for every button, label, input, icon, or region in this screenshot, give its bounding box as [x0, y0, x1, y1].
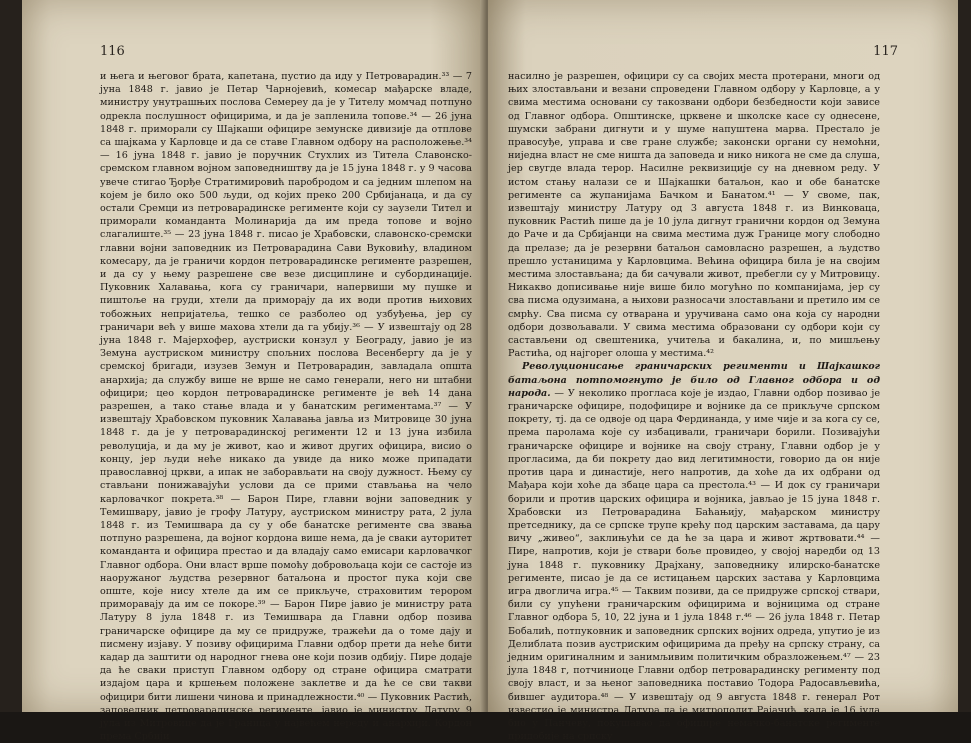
left-page: [22, 0, 486, 743]
section-heading: Револуционисање граничарских регименти и Шајкашког батаљона потпомогнуто је било од Главног одбора и од народа.: [508, 361, 880, 399]
right-page-text: [508, 70, 880, 743]
left-paragraph-1: и њега и његовог брата, капетана, пустио да иду у Петроварадин.³³ — 7 јуна 1848 г. јавио је Петар Чарнојевић, комесар мађарске владе, министру унутрашњих послова Семереу да је у Тителу момчад потпуно одрекла послушност официрима, и да је запленила топове.³⁴ — 26 јуна 1848 г. приморали су Шајкаши официре земунске дивизије да отплове са шајкама у Карловце и да се ставе Главном одбору на расположење.³⁴ — 16 јуна 1848 г. јавио је поручник Стухлих из Титела Славонско-сремском главном војном заповедништву да је 15 јуна 1848 г. у 9 часова увече стигао Ђорђе Стратимировић паробродом и са једним шлепом на којем је било око 500 људи, од којих преко 200 Србијанаца, и да су остали Сремци из петроварадинске регименте који су заузели Тител и приморали команданта Молинарија да им преда топове и војно слагалиште.³⁵ — 23 јуна 1848 г. писао је Храбовски, славонско-сремски главни војни заповедник из Петроварадина Сави Вуковићу, владином комесару, да је граничи кордон петроварадинске регименте разрешен, и да су у њему разрешене све везе дисциплине и субординације. Пуковник Халавања, кога су граничари, напервиши му пушке и пиштоље на груди, хтели да приморају да их води против њихових тобожњих непријатеља, тешко се разболео од узбуђења, јер су граничари већ у више махова хтели да га убију.³⁶ — У извештају од 28 јуна 1848 г. Мајерхофер, аустриски конзул у Београду, јавио је из Земуна аустриском министру спољних послова Весенбергу да је у сремској бригади, изузев Земун и Петроварадин, завладала општа анархија; да службу више не врше не само генерали, него ни штабни официри; цео кордон петроварадинске регименте је већ 14 дана разрешен, а тако стање влада и у банатским региментама.³⁷ — У извештају Храбовском пуковник Халавања јавља из Митровице 30 јуна 1848 г. да је у петроварадинској регименти 12 и 13 јуна избила револуција, и да му је живот, као и живот других официра, висио о концу, јер људи неће никако да увиде да нико може припадати православној цркви, а ипак не заборављати на своју дужност. Њему су стављани понижавајући услови да се прими стављања на чело карловачког покрета.³⁸ — Барон Пире, главни војни заповедник у Темишвару, јавио је грофу Латуру, аустриском министру рата, 2 јула 1848 г. из Темишвара да су у обе банатске регименте сва звања потпуно разрешена, да војног кордона више нема, да је сваки ауторитет команданта и официра престао и да владају само емисари карловачког Главног одбора. Они власт врше помоћу добровољаца који се састоје из наоружаног људства резервног батаљона и простог пука који све опште, које нису хтеле да им се прикључе, страховитим терором приморавају да им се покоре.³⁹ — Барон Пире јавио је министру рата Латуру 8 јула 1848 г. из Темишвара да Главни одбор позива граничарске официре да му се придруже, тражећи да о томе дају и писмену изјаву. У позиву официрима Главни одбор прети да неће бити кадар да заштити од народног гнева оне који позив одбију. Пире додаје да ће сваки приступ Главном одбору од стране официра сматрати издајом цара и кршењем положене заклетве и да ће се сви такви официри бити лишени чинова и принадлежности.⁴⁰ — Пуковник Растић, заповедник петроварадинске регименте, јавио је министру Латуру 9 јула из Митровице да је Граница у највећем нереду и анархији. Кордон према Србији: [100, 71, 472, 743]
right-paragraph-2: [508, 360, 880, 743]
right-page: [488, 0, 958, 743]
right-paragraph-1: насилно је разрешен, официри су са својих места протерани, многи од њих злостављани и везани спроведени Главном одбору у Карловце, а у свима местима основани су такозвани одбори безбедности који зависе од Главног одбора. Општинске, црквене и школске касе су однесене, шумски забрани дигнути и у шуме напуштена марва. Престало је правосуђе, управа и све гране службе; законски органи су немоћни, ниједна власт не сме ништа да заповеда и нико никога не сме да слуша, јер свугде влада терор. Насилне реквизиције су на дневном реду. У истом стању налази се и Шајкашки батаљон, као и обе банатске регименте са жупанијама Бачком и Банатом.⁴¹ — У своме, пак, извештају министру Латуру од 3 августа 1848 г. из Винковаца, пуковник Растић пише да је 10 јула дигнут гранични кордон од Земуна до Раче и да Србијанци на свима местима дуж Границе могу слободно да прелазе; да је резервни батаљон самовласно разрешен, а људство прешло устаницима у Карловцима. Већина официра била је на својим местима злостављана; да би сачували живот, пребегли су у Митровицу. Никакво дописивање није више било могућно по компанијама, јер су сва писма одузимана, а њихови разносачи злостављани и претило им се смрћу. Сва писма су отварана и уручивана само она која су народни одбори дозвољавали. У свима местима образовани су одбори који су састављени од свештеника, учитеља и бакалина, и, по мишљењу Растића, од најгорег олоша у местима.⁴²: [508, 71, 880, 360]
page-number-right: 117: [873, 44, 898, 59]
section-body: — У неколико прогласа које је издао, Главни одбор позивао је граничарске официре, подофицире и војнике да се прикључе српском покрету, тј. да се одвоје од цара Фердинанда, у име чије и за кога су се, према паролама које су избацивали, граничари борили. Позивајући граничарске официре и војнике на своју страну, Главни одбор је у прогласима, да би покрету дао вид легитимности, говорио да он није против цара и династије, него напротив, да хоће да их одбрани од Мађара који хоће да збаце цара са престола.⁴³ — И док су граничари борили и против царских официра и војника, јављао је 15 јуна 1848 г. Храбовски из Петроварадина Баћањију, мађарском министру претседнику, да се српске трупе крећу под царским заставама, да цару вичу „живео“, заклињући се да ће за цара и живот жртвовати.⁴⁴ — Пире, напротив, који је ствари боље провидео, у својој наредби од 13 јуна 1848 г. пуковнику Драјхану, заповеднику илирско-банатске регименте, писао је да се истицањем царских застава у Карловцима игра двоглича игра.⁴⁵ — Таквим позиви, да се придруже српској ствари, били су упућени граничарским официрима и војницима од стране Главног одбора 5, 10, 22 јуна и 1 јула 1848 г.⁴⁶ — 26 јула 1848 г. Петар Бобалић, потпуковник и заповедник српских војних одреда, упутио је из Делиблата позив аустриским официрима да пређу на српску страну, са једним оригиналним и занимљивим политичким образложењем.⁴⁷ — 23 јула 1848 г, потчиниоце Главни одбор петроварадинску регименту под своју власт, и за њеног заповедника поставио Тодора Радосављевића, бившег аудитора.⁴⁸ — У извештају од 9 августа 1848 г. генерал Рот известио је министра Латура да је митрополит Рајачић, када је 16 јула био у Панчеву, покушавао да официре немачко-банатске регименте придобије на српску: [508, 387, 880, 743]
page-number-left: 116: [100, 44, 125, 59]
left-page-text: [100, 70, 472, 743]
